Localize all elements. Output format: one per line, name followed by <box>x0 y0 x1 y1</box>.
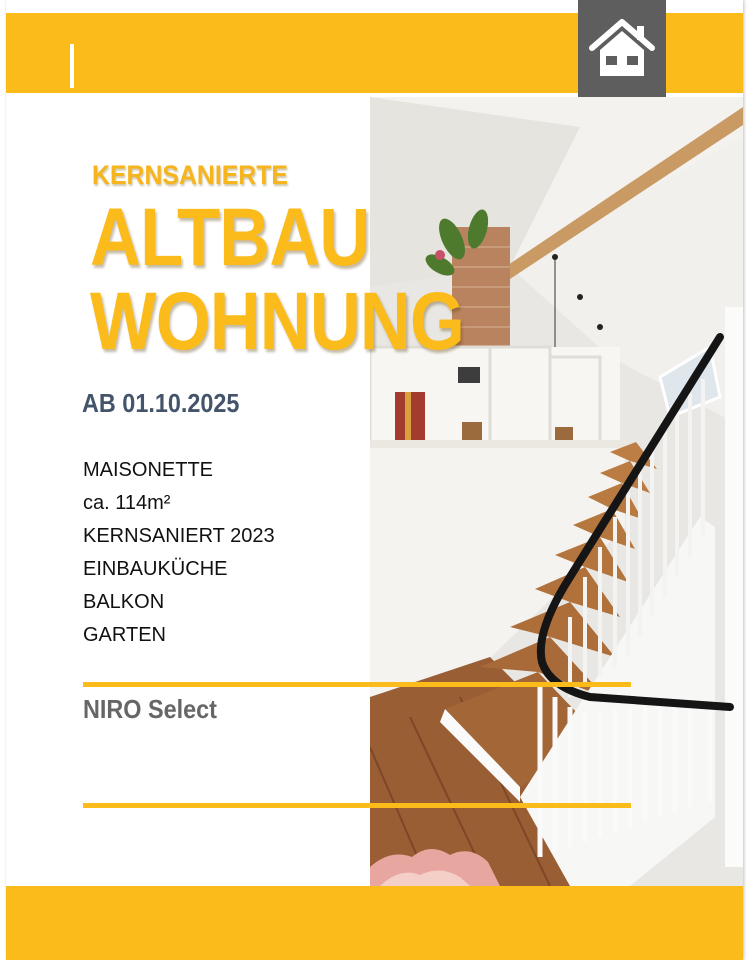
divider-line-top <box>83 682 631 687</box>
headline <box>90 192 464 367</box>
headline-line-2: WOHNUNG <box>90 276 464 367</box>
available-date: AB 01.10.2025 <box>82 388 240 418</box>
feature-item: MAISONETTE <box>83 459 214 481</box>
house-icon <box>588 18 656 80</box>
feature-item: ca. 114m² <box>83 492 171 514</box>
brand-name: NIRO Select <box>83 694 217 724</box>
feature-item: KERNSANIERT 2023 <box>83 525 275 547</box>
flyer-page <box>6 0 743 960</box>
feature-item: BALKON <box>83 591 165 613</box>
feature-item: GARTEN <box>83 624 166 646</box>
divider-line-bottom <box>83 803 631 808</box>
feature-list <box>83 454 275 652</box>
text-cursor-marker <box>70 44 74 88</box>
kicker-text: KERNSANIERTE <box>92 160 288 190</box>
headline-line-1: ALTBAU <box>90 192 370 283</box>
bottom-yellow-band <box>6 886 743 960</box>
feature-item: EINBAUKÜCHE <box>83 558 228 580</box>
